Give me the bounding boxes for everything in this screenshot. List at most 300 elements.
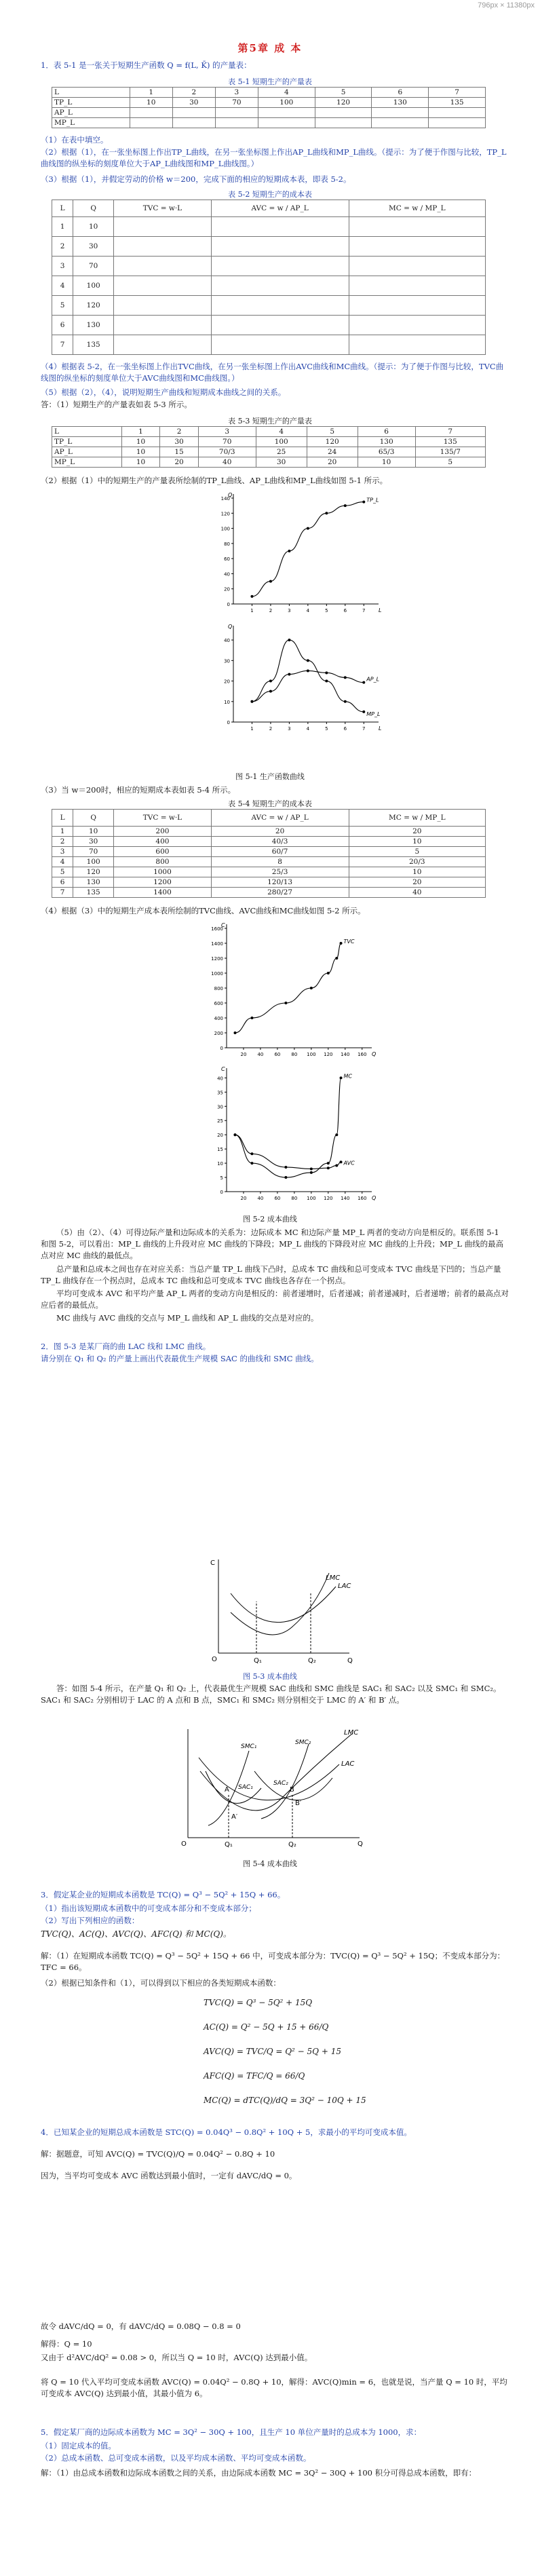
table-5-1 — [52, 87, 486, 128]
table-cell: 20 — [160, 457, 199, 468]
x-tick-label: 3 — [288, 726, 291, 732]
y-tick-label: 40 — [217, 1076, 223, 1082]
x-tick-label: 60 — [274, 1196, 281, 1201]
table-cell: 130 — [73, 877, 114, 888]
table-cell: 100 — [73, 276, 114, 296]
table-cell: 100 — [73, 857, 114, 867]
table-cell: 20 — [211, 827, 349, 837]
x-tick-label: 60 — [274, 1052, 281, 1057]
tp-point — [269, 580, 272, 583]
y-tick-label: 800 — [214, 986, 223, 991]
table-cell: 7 — [429, 88, 486, 98]
tp-point — [325, 512, 328, 514]
table-cell: 4 — [52, 857, 73, 867]
y-axis-title: C — [221, 1066, 225, 1072]
mp-point — [250, 700, 253, 703]
q3-eq-afc: AFC(Q) = TFC/Q = 66/Q — [204, 2071, 305, 2081]
table-row — [52, 437, 486, 447]
table-cell: 30 — [73, 837, 114, 847]
table-cell — [349, 316, 485, 335]
x-tick-label: 160 — [358, 1196, 367, 1201]
table-cell: 70 — [73, 847, 114, 857]
table-cell — [211, 237, 349, 257]
fig2-avc-mc-chart — [204, 1064, 380, 1207]
table-cell: 3 — [52, 847, 73, 857]
table-cell: 10 — [73, 827, 114, 837]
q3-answer1: 解：（1）在短期成本函数 TC(Q) = Q³ − 5Q² + 15Q + 66 中，可变成本部分为：TVC(Q) = Q³ − 5Q² + 15Q；不变成本部分为：TFC = 66。 — [41, 1951, 505, 1972]
table-row — [52, 447, 486, 457]
table-cell: 120 — [73, 296, 114, 316]
x-axis-title: Q — [372, 1195, 377, 1201]
table-cell: 15 — [160, 447, 199, 457]
table-cell: 10 — [121, 437, 160, 447]
table-cell: 800 — [114, 857, 211, 867]
table-cell — [130, 108, 172, 118]
table-cell: 10 — [73, 217, 114, 237]
q2-answer: 答：如图 5-4 所示，在产量 Q₁ 和 Q₂ 上，代表最优生产规模 SAC 曲线和 SMC 曲线是 SAC₁ 和 SAC₂ 以及 SMC₁ 和 SMC₂。SAC₁ 和 SAC₂ 分别相切于 LAC 的 A 点和 B 点，SMC₁ 和 SMC₂ 则分别相交于 LMC 的 A′ 和 B′ 点。 — [41, 1684, 501, 1705]
table-row — [52, 867, 486, 877]
ap-point — [307, 669, 309, 672]
table-cell: 1 — [130, 88, 172, 98]
y-tick-label: 1600 — [211, 926, 223, 932]
chapter-title: 第5章 成 本 — [237, 42, 303, 54]
fig3-q2-label: Q₂ — [308, 1657, 316, 1665]
x-tick-label: 6 — [343, 608, 347, 613]
table-header-row — [52, 200, 486, 217]
y-tick-label: 1200 — [211, 956, 223, 962]
table-header-cell: L — [52, 200, 73, 217]
q2-prompt2: 请分别在 Q₁ 和 Q₂ 的产量上画出代表最优生产规模 SAC 的曲线和 SMC 曲线。 — [41, 1354, 319, 1363]
table-cell — [315, 118, 372, 128]
table-cell — [114, 276, 211, 296]
mc-point — [335, 1133, 338, 1136]
q3-answer2: （2）根据已知条件和（1），可以得到以下相应的各类短期成本函数： — [41, 1978, 281, 1988]
table-cell: 7 — [52, 335, 73, 355]
table-cell — [349, 237, 485, 257]
q4-answer2: 因为，当平均可变成本 AVC 函数达到最小值时，一定有 dAVC/dQ = 0。 — [41, 2171, 297, 2180]
table-row — [52, 847, 486, 857]
q1-answer1: 答：（1）短期生产的产量表如表 5-3 所示。 — [41, 400, 192, 409]
q3-eq-ac: AC(Q) = Q² − 5Q + 15 + 66/Q — [204, 2022, 329, 2032]
table-row — [52, 108, 486, 118]
table-cell: 5 — [415, 457, 485, 468]
tvc-point — [284, 1002, 287, 1004]
table-cell: 135 — [415, 437, 485, 447]
table-cell: 20 — [349, 827, 485, 837]
table-cell: TP_L — [52, 437, 122, 447]
q1-sub1: （1）在表中填空。 — [41, 135, 109, 145]
y-tick-label: 60 — [224, 556, 230, 563]
x-tick-label: 100 — [307, 1196, 316, 1201]
mc-point — [284, 1176, 287, 1179]
fig4-q-label: Q — [358, 1840, 363, 1848]
table-cell: 8 — [211, 857, 349, 867]
table-cell: 10 — [130, 98, 172, 108]
table-row — [52, 457, 486, 468]
table-cell — [211, 316, 349, 335]
table-cell: 1 — [52, 217, 73, 237]
y-tick-label: 10 — [224, 699, 230, 705]
table-cell: AP_L — [52, 447, 122, 457]
table-row — [52, 88, 486, 98]
x-tick-label: 120 — [324, 1052, 333, 1057]
fig4-b-label: B — [290, 1786, 294, 1794]
table-cell — [349, 276, 485, 296]
table-cell — [429, 118, 486, 128]
y-tick-label: 600 — [214, 1001, 223, 1006]
table-cell — [114, 335, 211, 355]
q3-prompt: 3．假定某企业的短期成本函数是 TC(Q) = Q³ − 5Q² + 15Q + 66。 — [41, 1890, 286, 1899]
ap-point — [325, 671, 328, 674]
x-tick-label: 3 — [288, 608, 291, 613]
q3-eq-avc: AVC(Q) = TVC/Q = Q² − 5Q + 15 — [204, 2047, 341, 2056]
table-cell: 24 — [307, 447, 358, 457]
q4-prompt: 4．已知某企业的短期总成本函数是 STC(Q) = 0.04Q³ − 0.8Q² + 10Q + 5，求最小的平均可变成本值。 — [41, 2127, 412, 2137]
x-tick-label: 4 — [306, 608, 310, 613]
x-tick-label: 120 — [324, 1196, 333, 1201]
table-cell: 135 — [73, 335, 114, 355]
q5-prompt: 5．假定某厂商的边际成本函数为 MC = 3Q² − 30Q + 100，且生产 10 单位产量时的总成本为 1000，求： — [41, 2427, 422, 2437]
table-cell — [372, 108, 429, 118]
y-tick-label: 40 — [224, 571, 230, 577]
table-cell: 2 — [172, 88, 215, 98]
table4-caption: 表 5-4 短期生产的成本表 — [228, 799, 312, 808]
ap-curve — [252, 670, 364, 701]
q1-sub3: （3）根据（1），并假定劳动的价格 w＝200，完成下面的相应的短期成本表，即表 5-2。 — [41, 174, 351, 184]
fig3-lmc-curve — [231, 1573, 329, 1635]
mc-point — [327, 1162, 330, 1164]
table-cell: TP_L — [52, 98, 130, 108]
tvc-point — [335, 957, 338, 960]
fig4-lac-label: LAC — [341, 1760, 355, 1768]
table-row — [52, 316, 486, 335]
avc-point — [327, 1167, 330, 1169]
table-cell — [372, 118, 429, 128]
y-tick-label: 25 — [217, 1118, 223, 1124]
image-size-label: 796px × 11380px — [478, 1, 535, 10]
table-cell: 70 — [198, 437, 256, 447]
fig4-sac-smc-chart — [173, 1724, 370, 1853]
table-cell: 30 — [73, 237, 114, 257]
table-cell: 1400 — [114, 888, 211, 898]
tvc-point — [340, 942, 343, 945]
y-tick-label: 1400 — [211, 941, 223, 947]
table-cell — [215, 108, 258, 118]
table-cell: 65/3 — [358, 447, 415, 457]
fig4-caption: 图 5-4 成本曲线 — [243, 1859, 297, 1868]
tvc-point — [310, 987, 313, 989]
q1-sub4: （4）根据表 5-2，在一张坐标图上作出TVC曲线，在另一张坐标图上作出AVC曲线和MC曲线。（提示：为了便于作图与比较，TVC曲线图的纵坐标的刻度单位大于AVC曲线图和MC曲线图。） — [41, 362, 504, 383]
table-cell: 5 — [307, 427, 358, 437]
y-tick-label: 0 — [227, 602, 230, 607]
table-cell: 3 — [198, 427, 256, 437]
fig3-lac-lmc-chart — [204, 1553, 360, 1668]
q3-functions: TVC(Q)、AC(Q)、AVC(Q)、AFC(Q) 和 MC(Q)。 — [41, 1929, 231, 1939]
table-cell — [114, 316, 211, 335]
fig4-lmc-curve — [200, 1733, 353, 1811]
table-header-cell: Q — [73, 200, 114, 217]
x-tick-label: 160 — [358, 1052, 367, 1057]
mc-point — [340, 1076, 343, 1079]
tp-point — [362, 501, 365, 504]
q1-answer5-p3: 平均可变成本 AVC 和平均产量 AP_L 两者的变动方向是相反的：前者递增时，后者递减；前者递减时，后者递增；前者的最高点对应后者的最低点。 — [41, 1289, 509, 1310]
table-row — [52, 237, 486, 257]
avc-point — [335, 1164, 338, 1167]
table-header-cell: TVC = w·L — [114, 200, 211, 217]
y-tick-label: 120 — [220, 511, 230, 517]
table-cell: 7 — [52, 888, 73, 898]
table-cell: 1 — [52, 827, 73, 837]
table-cell: 100 — [258, 98, 315, 108]
table-cell: 70/3 — [198, 447, 256, 457]
fig1-ap-mp-chart — [210, 622, 387, 737]
table-cell: 40 — [198, 457, 256, 468]
table-cell: 100 — [256, 437, 307, 447]
table-cell: 130 — [73, 316, 114, 335]
y-tick-label: 0 — [227, 720, 230, 725]
mc-point — [310, 1171, 313, 1174]
q5-sub1: （1）固定成本的值。 — [41, 2441, 116, 2450]
y-tick-label: 80 — [224, 541, 230, 547]
y-tick-label: 1000 — [211, 971, 223, 977]
table-cell — [114, 296, 211, 316]
fig4-lac-curve — [199, 1758, 339, 1800]
table-row — [52, 837, 486, 847]
table-cell: 10 — [358, 457, 415, 468]
y-tick-label: 400 — [214, 1016, 223, 1021]
table-cell — [172, 108, 215, 118]
x-tick-label: 1 — [250, 608, 254, 613]
ap-point — [288, 673, 290, 676]
table-header-cell: AVC = w / AP_L — [211, 810, 349, 827]
y-tick-label: 40 — [224, 638, 230, 644]
table-cell: 2 — [160, 427, 199, 437]
table-header-cell: Q — [73, 810, 114, 827]
tp-point — [250, 595, 253, 598]
fig2-tvc-chart — [204, 920, 380, 1063]
table-row — [52, 427, 486, 437]
mp-point — [269, 680, 272, 683]
fig3-lmc-label: LMC — [326, 1574, 341, 1582]
avc-point — [310, 1167, 313, 1170]
table-cell: 120 — [73, 867, 114, 877]
y-tick-label: 35 — [217, 1090, 223, 1096]
table-row — [52, 257, 486, 276]
table-cell: 10 — [121, 457, 160, 468]
x-tick-label: 2 — [269, 608, 273, 613]
fig4-q2-label: Q₂ — [288, 1841, 296, 1849]
mp-point — [362, 711, 365, 713]
mp-curve — [252, 640, 364, 712]
table-header-row — [52, 810, 486, 827]
table-cell: 20 — [349, 877, 485, 888]
fig4-smc1-label: SMC₁ — [241, 1743, 257, 1750]
table-cell: 70 — [73, 257, 114, 276]
tvc-point — [250, 1017, 253, 1019]
table-cell: 6 — [52, 316, 73, 335]
q1-answer5-p4: MC 曲线与 AVC 曲线的交点与 MP_L 曲线和 AP_L 曲线的交点是对应的。 — [56, 1313, 319, 1323]
table-cell: 1 — [121, 427, 160, 437]
table-cell: 135 — [429, 98, 486, 108]
q1-prompt: 1．表 5-1 是一张关于短期生产函数 Q = f(L, K̄) 的产量表： — [41, 60, 252, 70]
table-cell: 30 — [172, 98, 215, 108]
q5-sub2: （2）总成本函数、总可变成本函数，以及平均成本函数、平均可变成本函数。 — [41, 2453, 311, 2463]
table-row — [52, 217, 486, 237]
q1-answer5-p1: （5）由（2）、（4）可得边际产量和边际成本的关系为：边际成本 MC 和边际产量 MP_L 两者的变动方向是相反的。联系图 5-1 和图 5-2，可以看出：MP_L 曲线的上升段对应 MC 曲线的下降段；MP_L 曲线的下降段对应 MC 曲线的上升段；MP_L 曲线的最高点对应 MC 曲线的最低点。 — [41, 1228, 504, 1260]
y-axis-title: Q — [228, 624, 233, 630]
q4-answer4: 解得：Q = 10 — [41, 2339, 92, 2349]
table-cell: 3 — [52, 257, 73, 276]
x-tick-label: 100 — [307, 1052, 316, 1057]
table-cell: 5 — [52, 296, 73, 316]
table-cell — [211, 257, 349, 276]
x-tick-label: 4 — [306, 726, 310, 732]
q4-answer5: 又由于 d²AVC/dQ² = 0.08 > 0，所以当 Q = 10 时，AVC(Q) 达到最小值。 — [41, 2353, 313, 2362]
table-cell: MP_L — [52, 457, 122, 468]
y-tick-label: 30 — [217, 1104, 223, 1110]
y-tick-label: 10 — [217, 1161, 223, 1167]
x-tick-label: 20 — [240, 1052, 247, 1057]
table-cell: 4 — [258, 88, 315, 98]
table-cell: 600 — [114, 847, 211, 857]
table-cell: 20 — [307, 457, 358, 468]
fig1-caption: 图 5-1 生产函数曲线 — [235, 772, 305, 781]
mc-point — [233, 1133, 236, 1136]
fig4-smc2-label: SMC₂ — [295, 1739, 311, 1746]
fig1-tp-chart — [210, 490, 387, 619]
table-cell — [429, 108, 486, 118]
table-cell: 40 — [349, 888, 485, 898]
mp-label: MP_L — [366, 711, 381, 717]
y-tick-label: 0 — [220, 1046, 223, 1051]
tp-curve — [252, 502, 364, 596]
x-tick-label: 5 — [325, 608, 328, 613]
table3-caption: 表 5-3 短期生产的产量表 — [228, 417, 312, 425]
table-row — [52, 118, 486, 128]
table-cell: 5 — [52, 867, 73, 877]
avc-label: AVC — [343, 1160, 355, 1167]
q1-answer3: （3）当 w＝200时，相应的短期成本表如表 5-4 所示。 — [41, 785, 236, 795]
fig3-q-label: Q — [347, 1657, 353, 1665]
tvc-curve — [235, 943, 341, 1033]
tp-label: TP_L — [366, 497, 379, 504]
table-cell — [349, 257, 485, 276]
tvc-point — [327, 972, 330, 974]
fig3-lac-label: LAC — [338, 1583, 351, 1590]
table-cell: 120/13 — [211, 877, 349, 888]
q3-sub2: （2）写出下列相应的函数： — [41, 1916, 140, 1925]
table-cell: L — [52, 88, 130, 98]
table-cell: 130 — [372, 98, 429, 108]
x-tick-label: 6 — [343, 726, 347, 732]
tp-point — [344, 504, 347, 507]
table-cell: 60/7 — [211, 847, 349, 857]
table-cell: 7 — [415, 427, 485, 437]
table-cell: 10 — [121, 447, 160, 457]
fig4-a-label: A — [225, 1786, 229, 1794]
fig3-c-label: C — [210, 1559, 215, 1567]
table-cell — [172, 118, 215, 128]
table-cell: 5 — [315, 88, 372, 98]
table-cell: L — [52, 427, 122, 437]
table-cell: 130 — [358, 437, 415, 447]
x-tick-label: 140 — [341, 1196, 350, 1201]
table-cell: 6 — [372, 88, 429, 98]
y-tick-label: 140 — [220, 496, 230, 501]
table-row — [52, 98, 486, 108]
fig4-b2-label: B′ — [295, 1800, 302, 1807]
fig4-q1-label: Q₁ — [225, 1841, 233, 1849]
y-tick-label: 100 — [220, 526, 230, 532]
fig3-q1-label: Q₁ — [254, 1657, 262, 1665]
table-row — [52, 335, 486, 355]
ap-point — [344, 676, 347, 679]
x-axis-title: Q — [372, 1051, 377, 1057]
x-tick-label: 140 — [341, 1052, 350, 1057]
y-tick-label: 20 — [217, 1133, 223, 1139]
mp-point — [325, 680, 328, 683]
fig4-a2-label: A′ — [231, 1813, 238, 1821]
q1-answer2: （2）根据（1）中的短期生产的产量表所绘制的TP_L曲线、AP_L曲线和MP_L曲线如图 5-1 所示。 — [41, 476, 388, 485]
x-axis-title: L — [379, 725, 382, 732]
table-cell: 25 — [256, 447, 307, 457]
tvc-label: TVC — [343, 939, 355, 945]
x-tick-label: 40 — [257, 1196, 264, 1201]
q5-answer: 解：（1）由总成本函数和边际成本函数之间的关系，由边际成本函数 MC = 3Q² − 30Q + 100 积分可得总成本函数，即有： — [41, 2468, 477, 2478]
table-cell: 1000 — [114, 867, 211, 877]
q1-answer5-p2: 总产量和总成本之间也存在对应关系：当总产量 TP_L 曲线下凸时，总成本 TC 曲线和总可变成本 TVC 曲线是下凹的；当总产量 TP_L 曲线存在一个拐点时，总成本 TC 曲线和总可变成本 TVC 曲线也各存在一个拐点。 — [41, 1264, 501, 1285]
q3-eq-mc: MC(Q) = dTC(Q)/dQ = 3Q² − 10Q + 15 — [204, 2096, 366, 2105]
q3-eq-tvc: TVC(Q) = Q³ − 5Q² + 15Q — [204, 1998, 313, 2007]
mp-point — [344, 700, 347, 703]
q3-sub1: （1）指出该短期成本函数中的可变成本部分和不变成本部分； — [41, 1903, 256, 1913]
table-cell — [130, 118, 172, 128]
table-cell: 40/3 — [211, 837, 349, 847]
table-cell: 3 — [215, 88, 258, 98]
table-cell: 280/27 — [211, 888, 349, 898]
mc-label: MC — [343, 1073, 353, 1080]
avc-point — [340, 1160, 343, 1163]
fig3-caption: 图 5-3 成本曲线 — [243, 1672, 297, 1681]
x-tick-label: 80 — [291, 1052, 298, 1057]
table-cell: 1200 — [114, 877, 211, 888]
q1-sub5: （5）根据（2），（4），说明短期生产曲线和短期成本曲线之间的关系。 — [41, 387, 286, 397]
table-cell: 30 — [160, 437, 199, 447]
table-cell: 135/7 — [415, 447, 485, 457]
table-cell: 5 — [349, 847, 485, 857]
mp-point — [307, 659, 309, 662]
table-cell: 4 — [256, 427, 307, 437]
table-cell: 400 — [114, 837, 211, 847]
mc-point — [250, 1162, 253, 1164]
y-tick-label: 20 — [224, 586, 230, 592]
fig4-sac2-label: SAC₂ — [273, 1780, 288, 1787]
q4-answer1: 解：据题意，可知 AVC(Q) = TVC(Q)/Q = 0.04Q² − 0.8Q + 10 — [41, 2149, 275, 2159]
ap-label: AP_L — [366, 676, 380, 683]
table-cell — [211, 217, 349, 237]
table-header-cell: MC = w / MP_L — [349, 200, 485, 217]
table-cell — [114, 217, 211, 237]
table-cell: MP_L — [52, 118, 130, 128]
table-header-cell: L — [52, 810, 73, 827]
fig4-lmc-label: LMC — [344, 1729, 359, 1737]
q2-prompt: 2．图 5-3 是某厂商的曲 LAC 线和 LMC 曲线。 — [41, 1342, 211, 1351]
y-tick-label: 15 — [217, 1147, 223, 1153]
table-cell — [349, 296, 485, 316]
fig4-o-label: O — [181, 1840, 187, 1848]
ap-point — [362, 681, 365, 684]
x-tick-label: 7 — [362, 608, 366, 613]
